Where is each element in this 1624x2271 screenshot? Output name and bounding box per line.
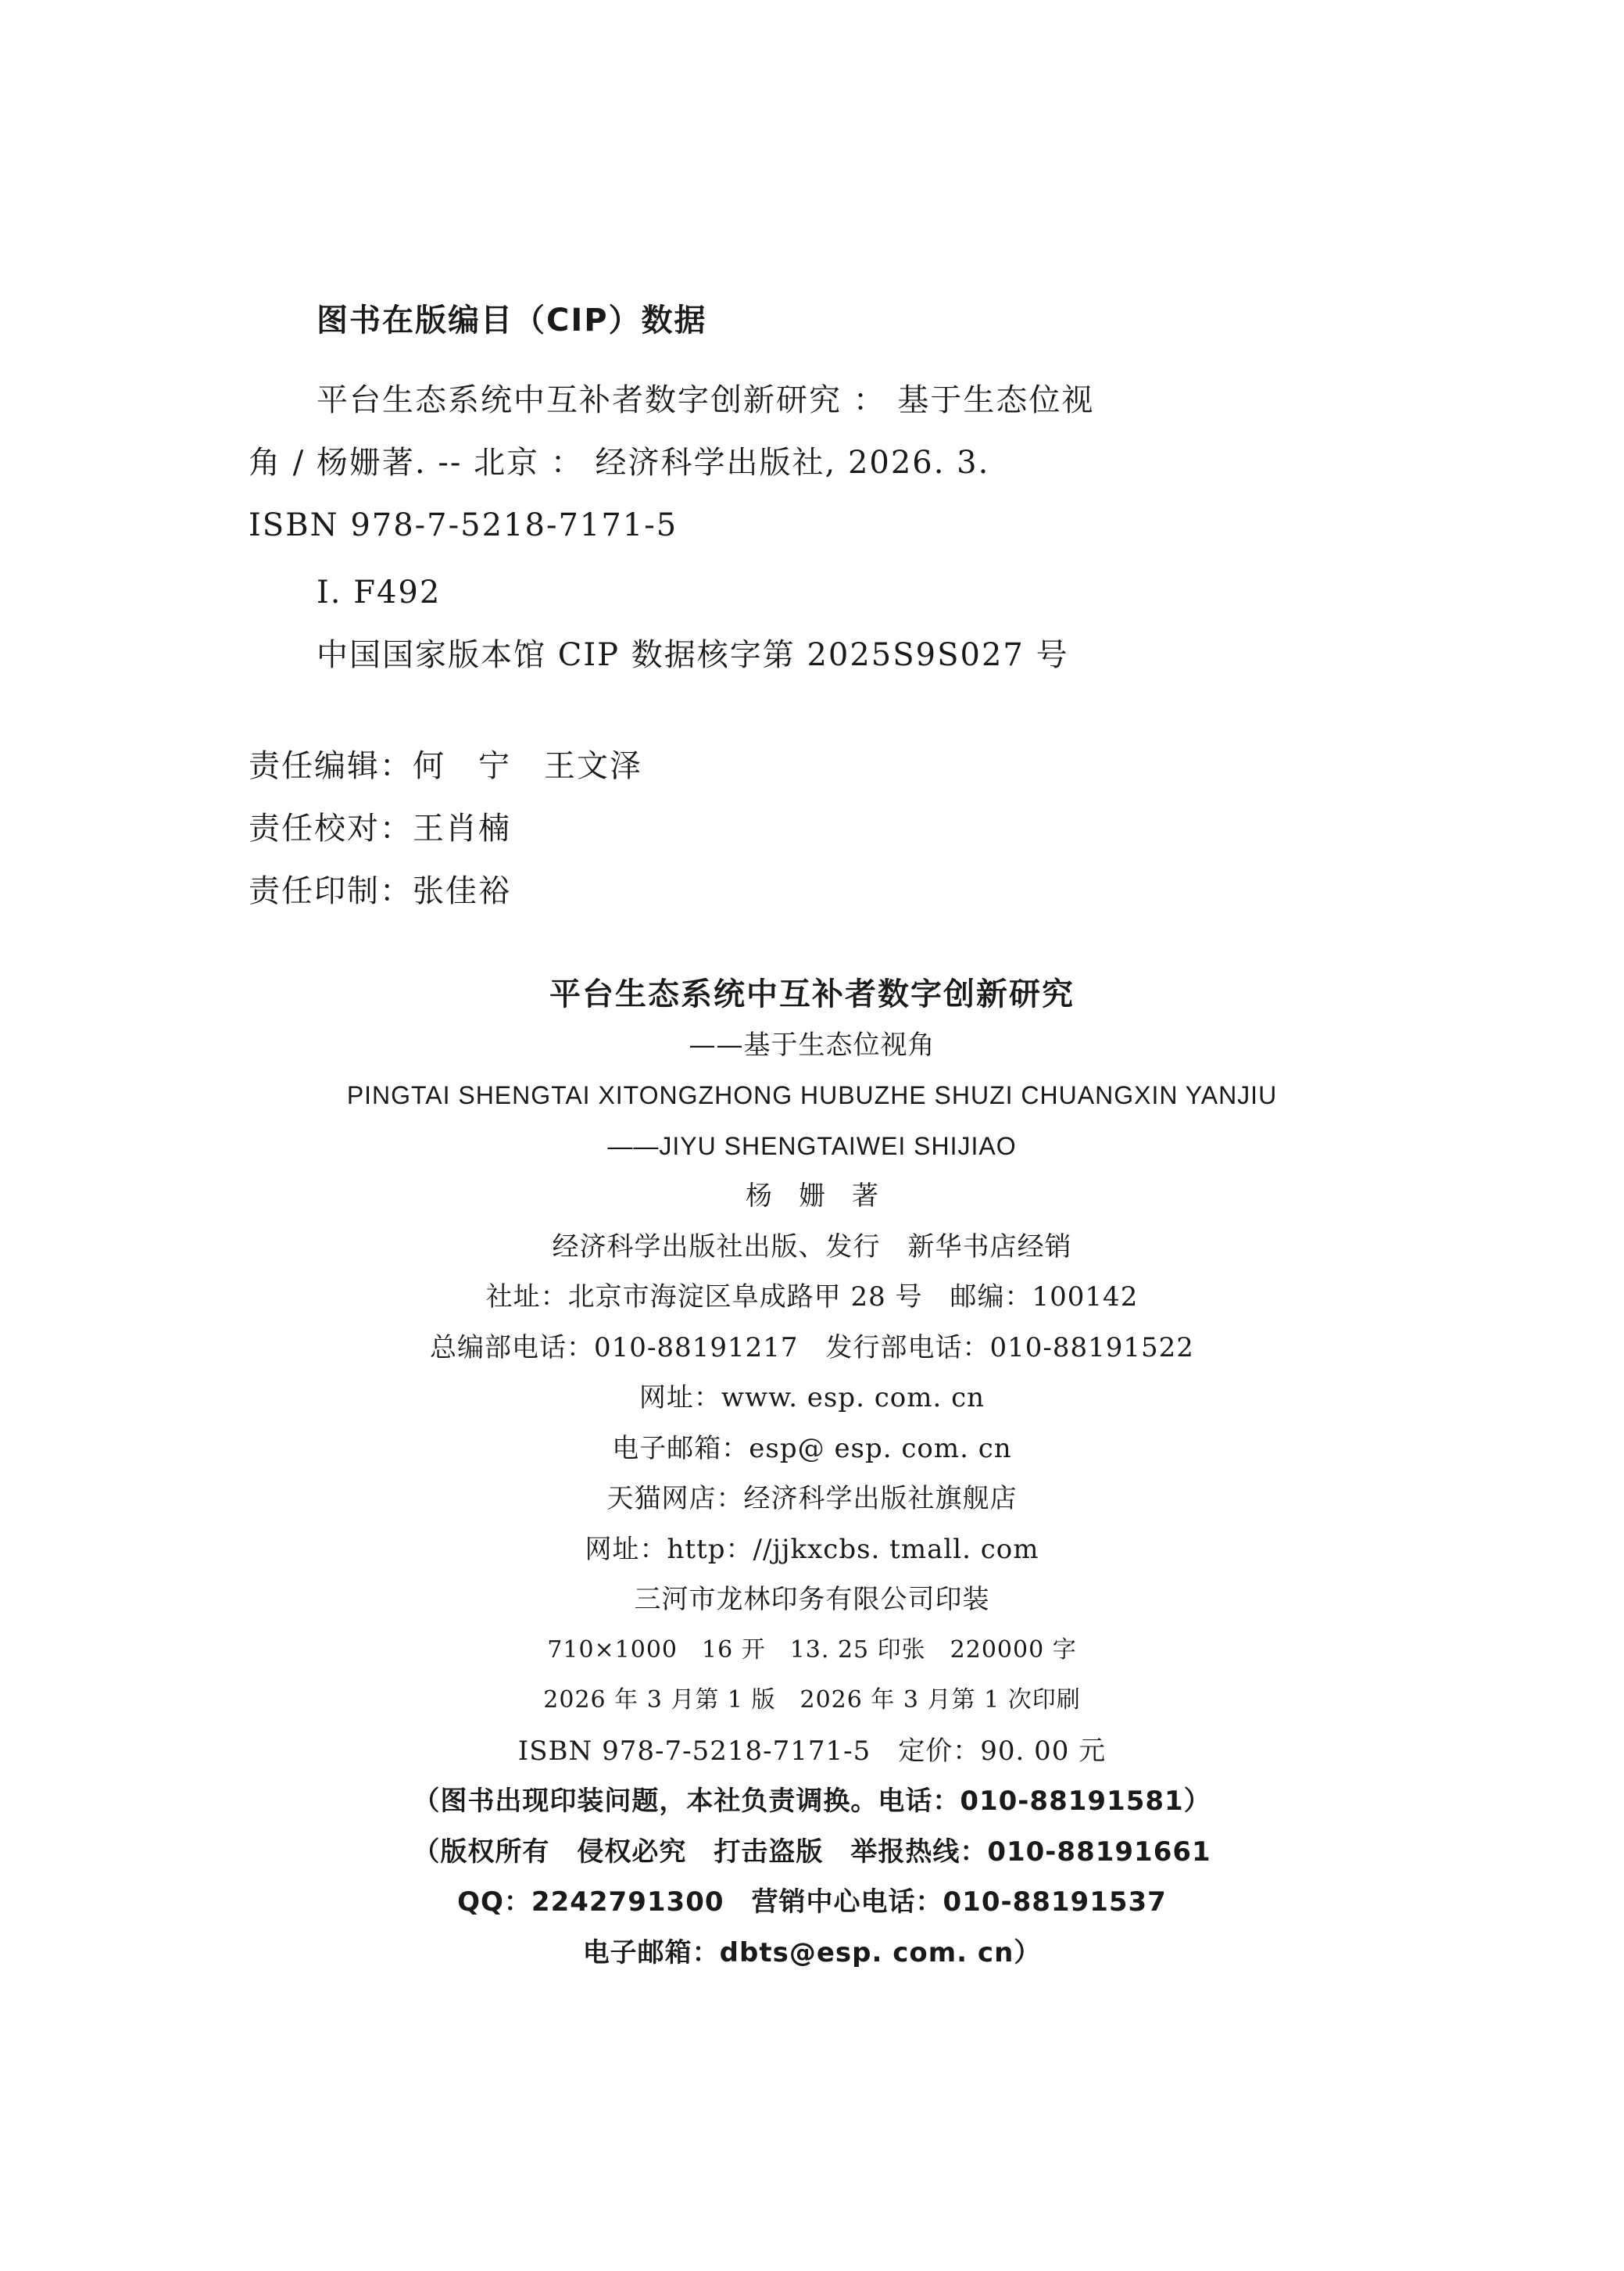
proofreader-label: 责任校对： [249, 811, 413, 847]
address-line: 社址：北京市海淀区阜成路甲 28 号 邮编：100142 [485, 1281, 1139, 1313]
notice-qq: QQ：2242791300 营销中心电话：010-88191537 [457, 1886, 1167, 1918]
isbn-price-line: ISBN 978-7-5218-7171-5 定价：90. 00 元 [517, 1735, 1107, 1767]
edition-line: 2026 年 3 月第 1 版 2026 年 3 月第 1 次印刷 [543, 1686, 1081, 1714]
book-title: 平台生态系统中互补者数字创新研究 [549, 976, 1075, 1012]
tmall-store-line: 天猫网店：经济科学出版社旗舰店 [606, 1483, 1018, 1514]
colophon [0, 969, 1624, 1978]
format-line: 710×1000 16 开 13. 25 印张 220000 字 [547, 1635, 1077, 1664]
author: 杨姗著 [746, 1180, 905, 1212]
printing-value: 张佳裕 [413, 873, 511, 909]
cip-desc-line-2: 角 / 杨姗著. -- 北京 ： 经济科学出版社, 2026. 3. [249, 445, 990, 481]
author-line [0, 1171, 1624, 1222]
staff-row-proofreader [249, 797, 642, 860]
notice-email: 电子邮箱：dbts@esp. com. cn） [582, 1936, 1042, 1968]
email-line: 电子邮箱：esp@ esp. com. cn [612, 1432, 1012, 1464]
pinyin-title: PINGTAI SHENGTAI XITONGZHONG HUBUZHE SHUZI CHUANGXIN YANJIU [346, 1081, 1278, 1109]
website-line: 网址：www. esp. com. cn [639, 1382, 985, 1413]
book-subtitle: ——基于生态位视角 [689, 1029, 935, 1061]
cip-classification: Ⅰ. F492 [317, 575, 442, 611]
printing-label: 责任印制： [249, 873, 413, 909]
printer-line: 三河市龙林印务有限公司印装 [634, 1584, 990, 1615]
cip-heading: 图书在版编目（CIP）数据 [317, 303, 707, 339]
editor-value: 何 宁 王文泽 [413, 748, 642, 784]
proofreader-value: 王肖楠 [413, 811, 511, 847]
notice-copyright: （版权所有 侵权必究 打击盗版 举报热线：010-88191661 [413, 1836, 1211, 1868]
notice-defects: （图书出现印装问题，本社负责调换。电话：010-88191581） [413, 1786, 1211, 1817]
tmall-url-line: 网址：http：//jjkxcbs. tmall. com [585, 1533, 1039, 1565]
staff-row-printing [249, 860, 642, 922]
staff-credits [249, 735, 642, 922]
cip-isbn: ISBN 978-7-5218-7171-5 [249, 507, 678, 543]
pinyin-subtitle: ——JIYU SHENGTAIWEI SHIJIAO [607, 1131, 1017, 1160]
editor-label: 责任编辑： [249, 748, 413, 784]
cip-classification-block [249, 561, 1069, 686]
cip-description [249, 369, 1094, 557]
staff-row-editor [249, 735, 642, 797]
cip-number: 中国国家版本馆 CIP 数据核字第 2025S9S027 号 [317, 637, 1069, 673]
publisher-line: 经济科学出版社出版、发行 新华书店经销 [552, 1230, 1072, 1263]
cip-desc-line-1: 平台生态系统中互补者数字创新研究 ： 基于生态位视 [317, 382, 1095, 418]
phones-line: 总编部电话：010-88191217 发行部电话：010-88191522 [430, 1331, 1194, 1363]
